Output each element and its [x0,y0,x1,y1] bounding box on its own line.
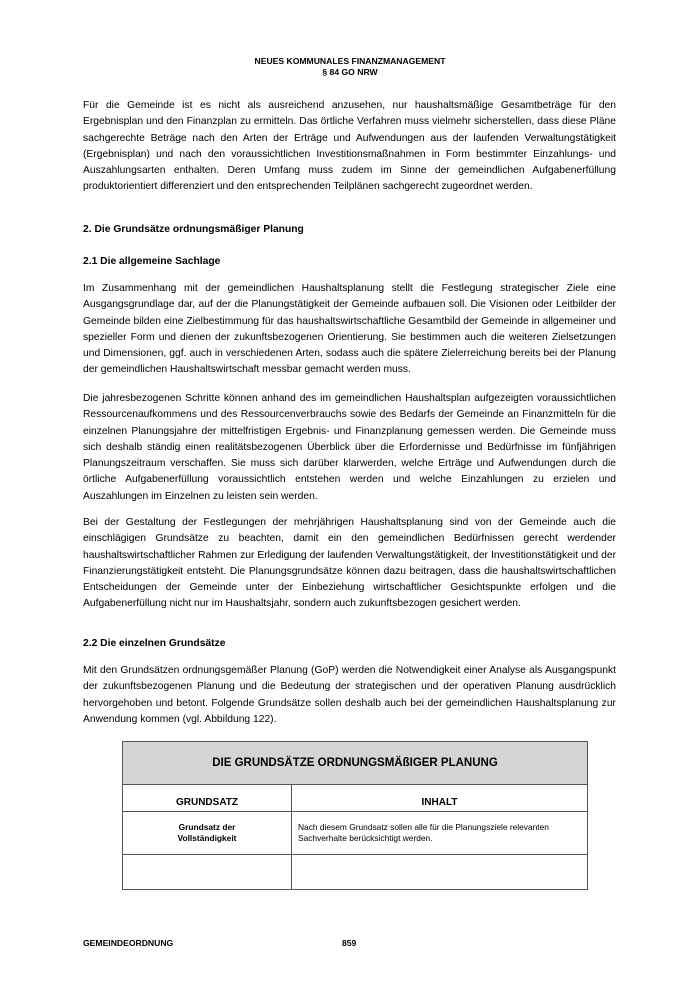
sachlage-paragraph-2: Die jahresbezogenen Schritte können anhand des im gemeindlichen Haushaltsplan aufgezeigten voraussichtlichen Ressourcenaufkommens und des Ressourcenverbrauchs sowie des Bedarfs der Gemeinde an Finanzmitteln für die einzelnen Planungsjahre der mittelfristigen Ergebnis- und Finanzplanung gemessen werden. Die Gemeinde muss sich deshalb ständig einen realitätsbezogenen Überblick über die Erfordernisse und Bedürfnisse im fünfjährigen Planungszeitraum verschaffen. Sie muss sich darüber klarwerden, welche Erträge und Aufwendungen durch die örtliche Aufgabenerfüllung voraussichtlich entstehen werden und welche Einzahlungen zu erzielen und Auszahlungen im Einzelnen zu leisten sein werden. [83,393,616,502]
table-cell-empty-left [123,855,292,889]
page-number: 859 [342,938,357,948]
table-cell-inhalt: Nach diesem Grundsatz sollen alle für die Planungsziele relevanten Sachverhalte berücksichtigt werden. [298,822,549,843]
table-title: DIE GRUNDSÄTZE ORDNUNGSMÄßIGER PLANUNG [123,742,587,785]
header-title: NEUES KOMMUNALES FINANZMANAGEMENT [254,56,446,66]
footer-title: GEMEINDEORDNUNG [83,938,174,948]
sachlage-paragraph-1: Im Zusammenhang mit der gemeindlichen Haushaltsplanung stellt die Festlegung strategischer Ziele eine Ausgangsgrundlage dar, auf der die Planungstätigkeit der Gemeinde aufbauen soll. Die Visionen oder Leitbilder der Gemeinde bilden eine Zielbestimmung für das haushaltswirtschaftliche Gesamtbild der Gemeinde in allgemeiner und spezieller Form und dienen der zukunftsbezogenen Orientierung. Sie bestimmen auch die weiteren Zielsetzungen und Dimensionen, ggf. auch in verschiedenen Arten, sodass auch die spätere Zielerreichung bereits bei der Planung der gemeindlichen Haushaltswirtschaft messbar gemacht werden muss. [83,283,616,376]
sachlage-paragraph-3: Bei der Gestaltung der Festlegungen der mehrjährigen Haushaltsplanung sind von der Gemeinde auch die einschlägigen Grundsätze zu beachten, damit ein den gemeindlichen Bedürfnissen gerecht werdender haushaltswirtschaftlicher Rahmen zur Erledigung der laufenden Verwaltungstätigkeit, der Investitionstätigkeit und der Finanzierungstätigkeit entsteht. Die Planungsgrundsätze können dazu beitragen, dass die haushaltswirtschaftlichen Entscheidungen der Gemeinde unter der Einbeziehung wirtschaftlicher Gesichtspunkte erfolgen und die Aufgabenerfüllung nicht nur im Haushaltsjahr, sondern auch zukunftsbezogen gesichert werden. [83,517,616,610]
grundsatz-line-2: Vollständigkeit [177,832,237,843]
grundsaetze-paragraph: Mit den Grundsätzen ordnungsgemäßer Planung (GoP) werden die Notwendigkeit einer Analyse als Ausgangspunkt der zukunftsbezogenen Planung und die Bedeutung der strategischen und der operativen Planung ausdrücklich hervorgehoben und betont. Folgende Grundsätze sollen deshalb auch bei der gemeindlichen Haushaltsplanung zur Anwendung kommen (vgl. Abbildung 122). [83,665,616,725]
section-2-heading: 2. Die Grundsätze ordnungsmäßiger Planung [83,224,304,235]
grundsaetze-table [122,741,588,890]
table-cell-empty-right [292,855,587,889]
table-header-row [123,785,587,812]
grundsatz-line-1: Grundsatz der [178,822,236,832]
table-cell-grundsatz [123,812,292,854]
page-header [0,56,700,78]
header-section: § 84 GO NRW [322,67,378,77]
section-2-2-heading: 2.2 Die einzelnen Grundsätze [83,638,226,649]
intro-paragraph: Für die Gemeinde ist es nicht als ausreichend anzusehen, nur haushaltsmäßige Gesamtbeträge für den Ergebnisplan und den Finanzplan zu ermitteln. Das örtliche Verfahren muss vielmehr sicherstellen, dass diese Pläne sachgerechte Beträge nach den Arten der Erträge und Aufwendungen aus der laufenden Verwaltungstätigkeit (Ergebnisplan) und nach den voraussichtlichen Investitionsmaßnahmen in Form bestimmter Einzahlungs- und Auszahlungsarten enthalten. Deren Umfang muss zudem im Sinne der gemeindlichen Aufgabenerfüllung produktorientiert differenziert und den entsprechenden Teilplänen sachgerecht zugeordnet werden. [83,100,616,193]
table-header-grundsatz: GRUNDSATZ [123,785,292,811]
table-header-inhalt: INHALT [421,797,458,808]
section-2-1-heading: 2.1 Die allgemeine Sachlage [83,256,221,267]
table-row-empty [123,855,587,889]
table-row [123,812,587,855]
